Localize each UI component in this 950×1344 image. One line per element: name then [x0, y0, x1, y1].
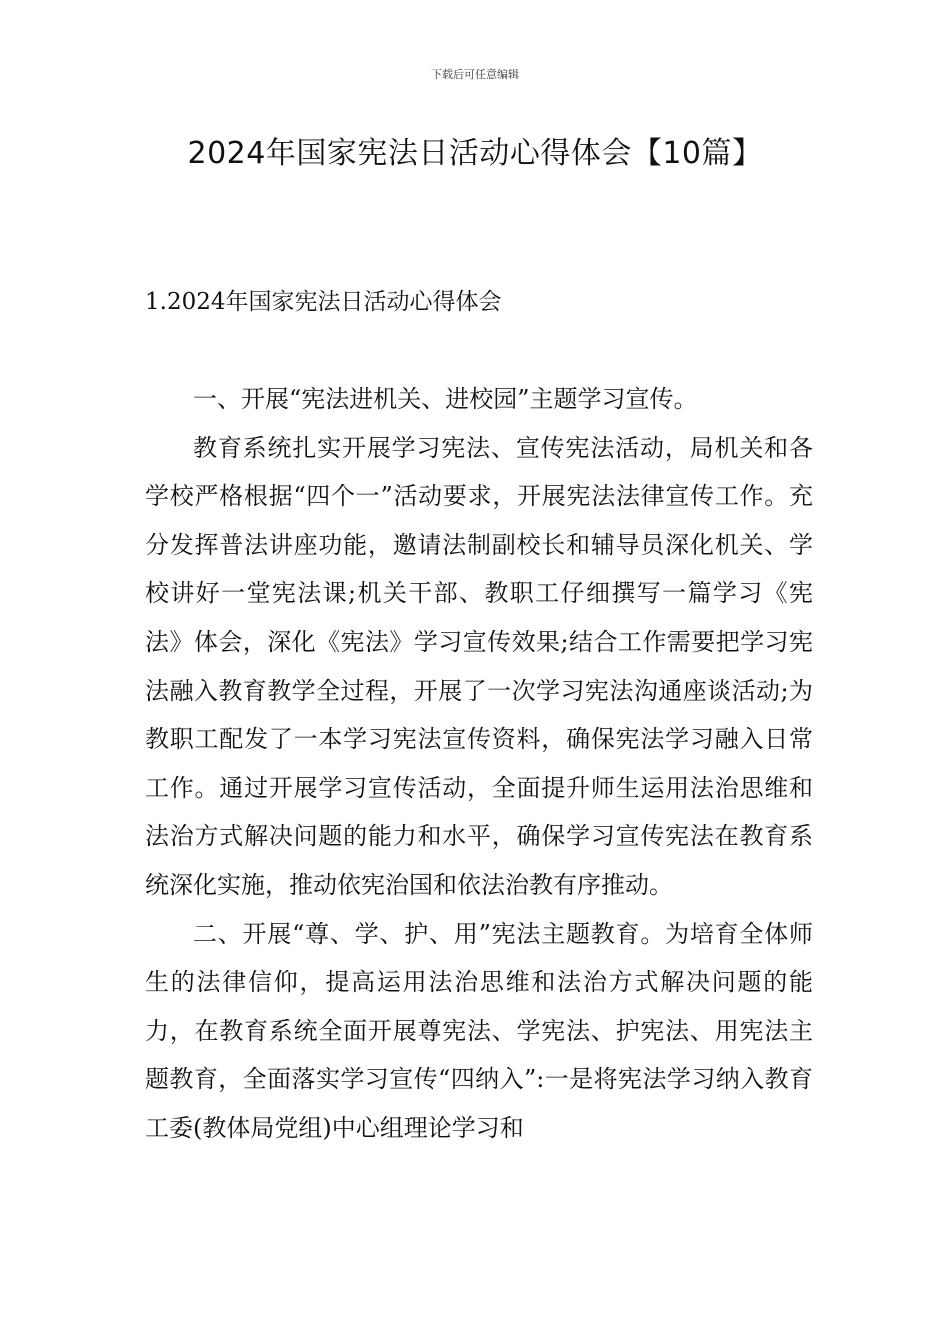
paragraph-2: 教育系统扎实开展学习宪法、宣传宪法活动，局机关和各学校严格根据“四个一”活动要求，开展宪法法律宣传工作。充分发挥普法讲座功能，邀请法制副校长和辅导员深化机关、学校讲好一堂宪法课;机关干部、教职工仔细撰写一篇学习《宪法》体会，深化《宪法》学习宣传效果;结合工作需要把学习宪法融入教育教学全过程，开展了一次学习宪法沟通座谈活动;为教职工配发了一本学习宪法宣传资料，确保宪法学习融入日常工作。通过开展学习宣传活动，全面提升师生运用法治思维和法治方式解决问题的能力和水平，确保学习宣传宪法在教育系统深化实施，推动依宪治国和依法治教有序推动。 [145, 433, 813, 899]
document-title: 2024年国家宪法日活动心得体会【10篇】 [187, 136, 763, 171]
paragraph-1: 一、开展“宪法进机关、进校园”主题学习宣传。 [193, 385, 698, 413]
header-note: 下载后可任意编辑 [431, 68, 519, 81]
section-heading: 1.2024年国家宪法日活动心得体会 [145, 289, 502, 315]
paragraph-3: 二、开展“尊、学、护、用”宪法主题教育。为培育全体师生的法律信仰，提高运用法治思维和法治方式解决问题的能力，在教育系统全面开展尊宪法、学宪法、护宪法、用宪法主题教育，全面落实学习宣传“四纳入”:一是将宪法学习纳入教育工委(教体局党组)中心组理论学习和 [145, 919, 813, 1142]
document-body [145, 375, 813, 1153]
